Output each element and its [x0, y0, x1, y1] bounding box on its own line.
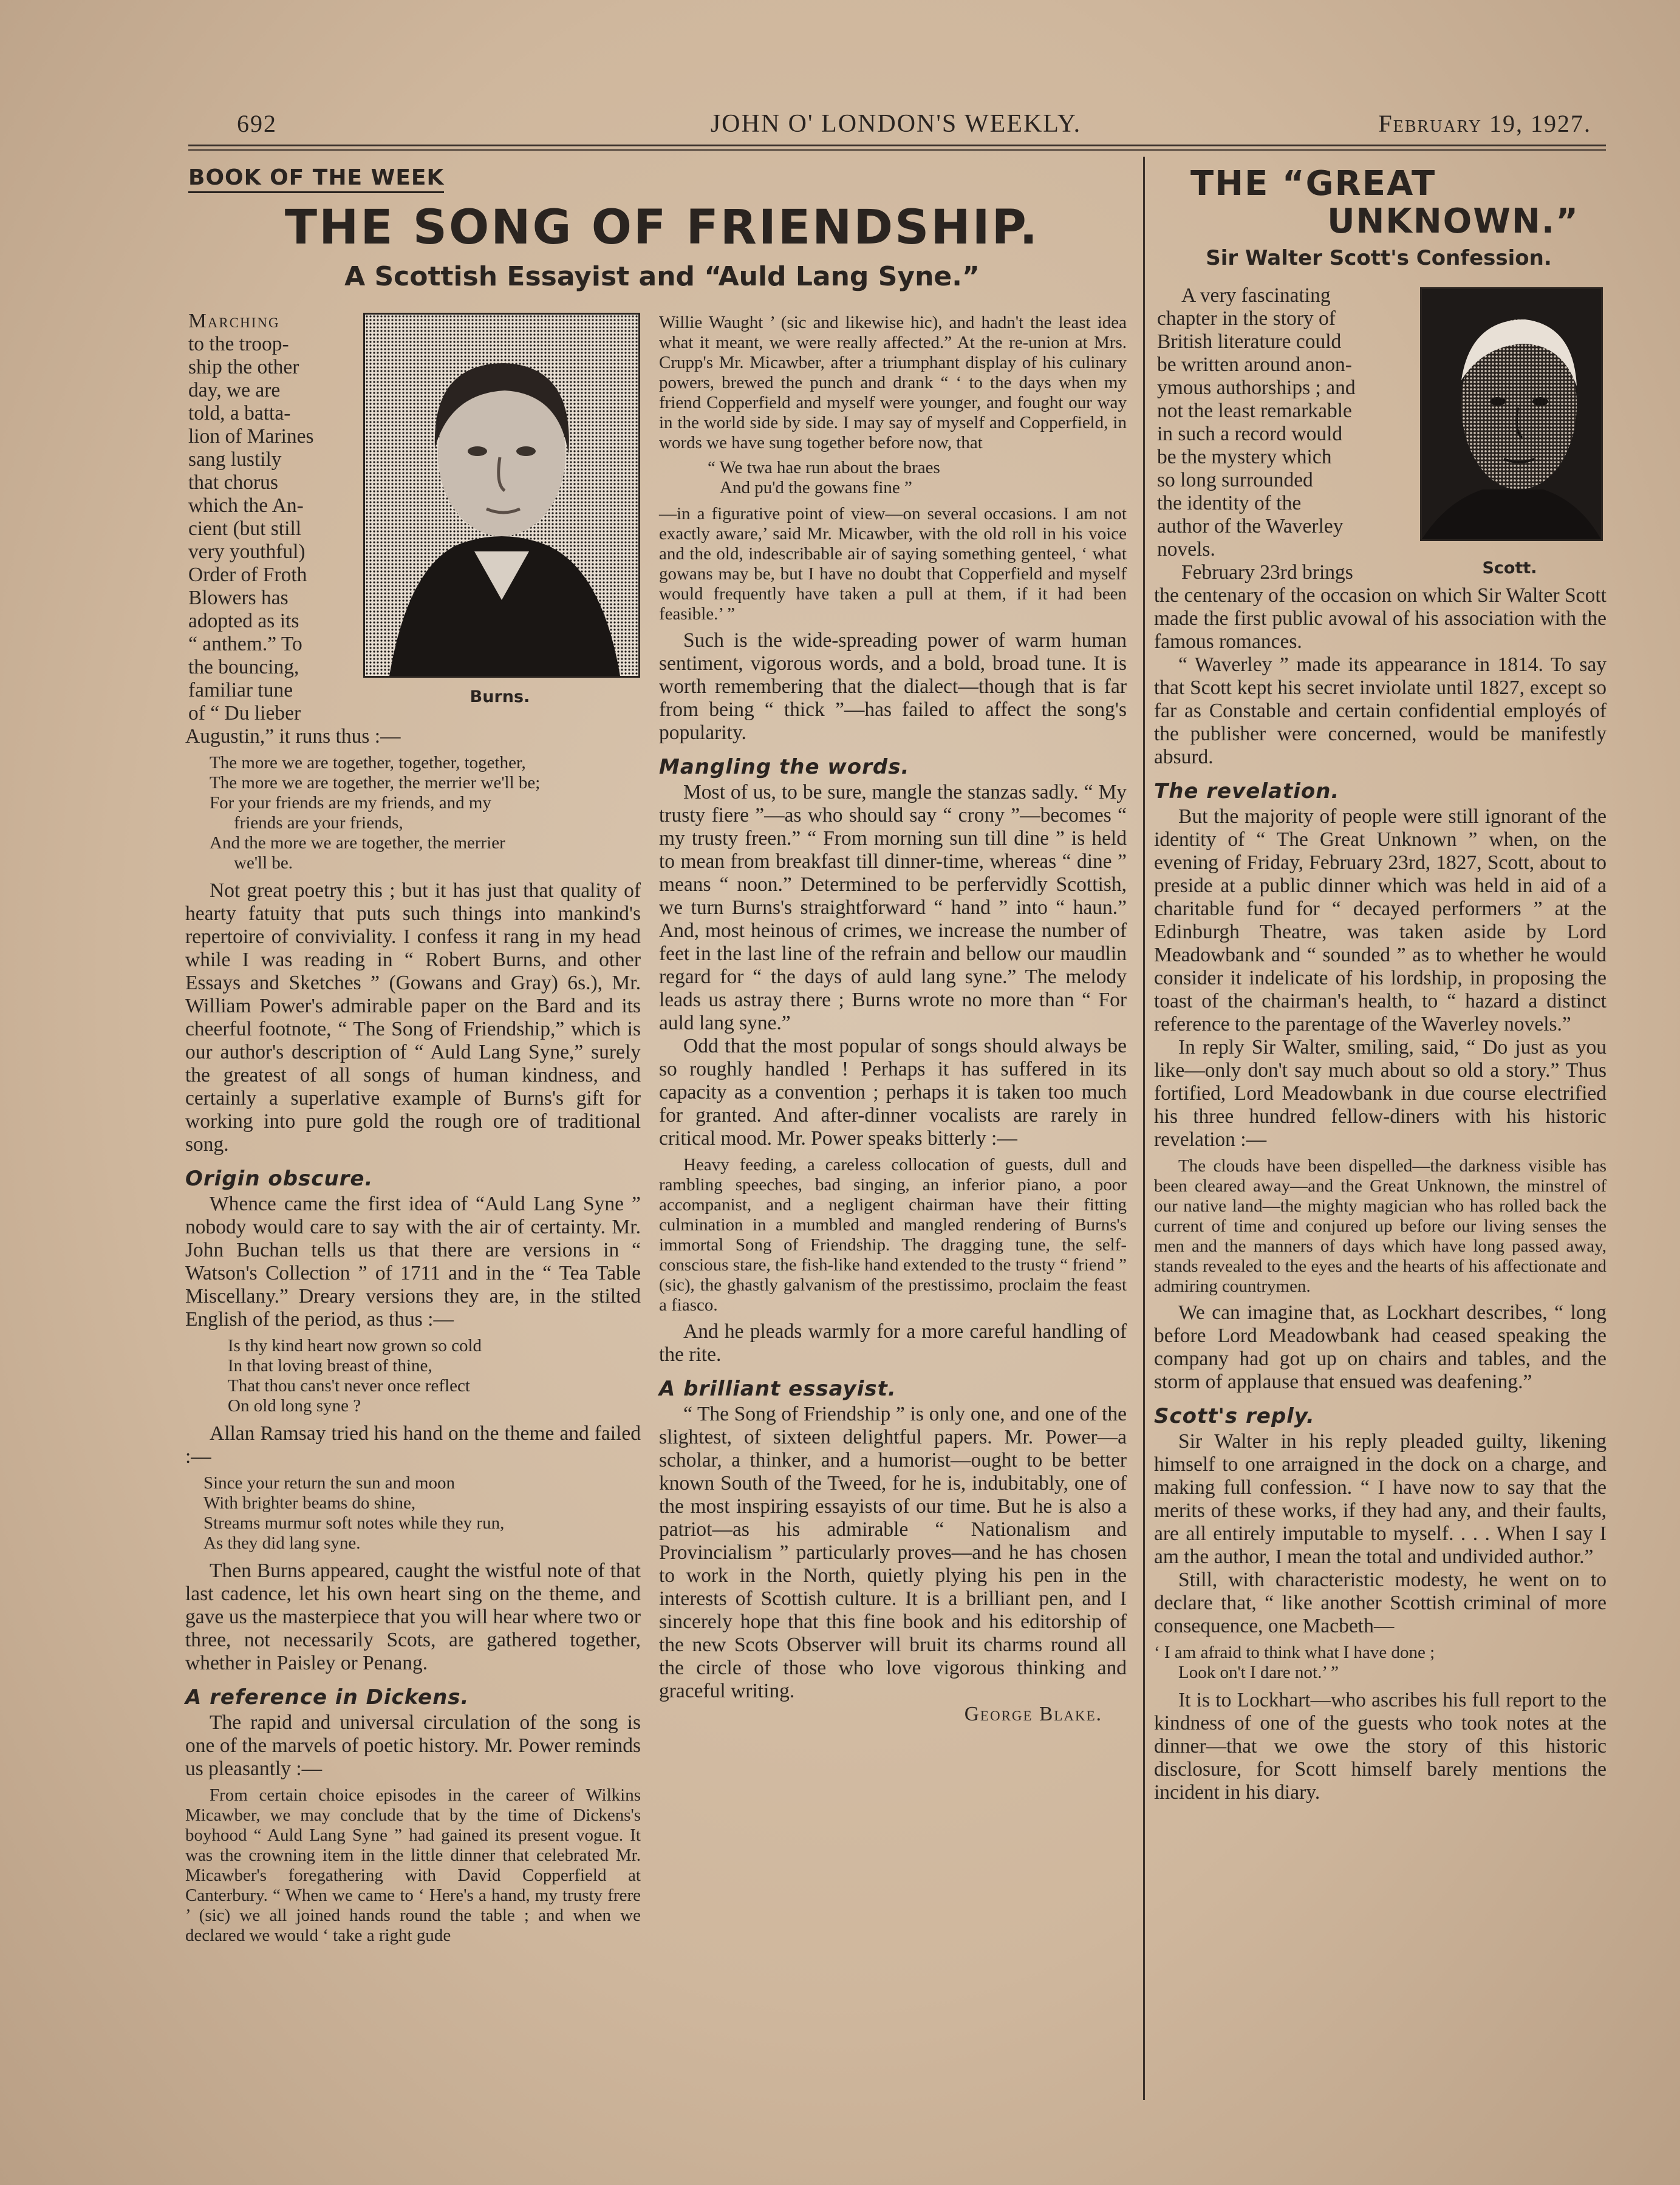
burns-caption: Burns. [470, 687, 530, 706]
column-divider [1143, 157, 1145, 2100]
poem-macbeth: ‘ I am afraid to think what I have done ; Look on't I dare not.’ ” [1154, 1643, 1435, 1682]
subhead-mangling: Mangling the words. [659, 755, 910, 779]
subhead-revelation: The revelation. [1154, 779, 1340, 803]
wrap-lead: Marching [188, 310, 280, 332]
page-number: 692 [237, 110, 277, 137]
quote-micawber: From certain choice episodes in the career of Wilkins Micawber, we may conclude that by the time of Dickens's boyhood “ Auld Lang Syne ” had gained its present vogue. It was the crowning item in the little dinner that celebrated Mr. Micawber's foregathering with David Copperfield at Canterbury. “ When we came to ‘ Here's a hand, my trusty frere ’ (sic) we all joined hands round the table ; and when we declared we would ‘ take a right gude [185, 1785, 641, 1945]
publication-title: JOHN O' LONDON'S WEEKLY. [710, 110, 1082, 138]
article-subheadline: A Scottish Essayist and “Auld Lang Syne.” [344, 261, 980, 292]
article-headline: THE SONG OF FRIENDSHIP. [284, 200, 1040, 255]
quote-meadowbank: The clouds have been dispelled—the darkness visible has been cleared away—and the Great Unknown, the minstrel of our native land—the mighty magician who has rolled back the current of time and conjured up before our living senses the men and the manners of days which have long passed away, stands revealed to the eyes and the hearts of his affectionate and admiring countrymen. [1154, 1156, 1607, 1296]
wrap-first: A very fascinating [1181, 284, 1331, 307]
side-column: the centenary of the occasion on which Sir Walter Scott made the first public avowal of his association with the famous romances. “ Waverley ” made its appearance in 1814. To say that Scott kept his secret inviolate until 1827, except so far as Constable and certain confidential employés of the publisher were concerned, would be manifestly absurd. The revelation. But the majority of people were still ignorant of the identity of “ The Great Unknown ” when, on the evening of Friday, February 23rd, 1827, Scott, about to preside at a public dinner which was held in aid of a charitable fund for “ decayed performers ” at the Edinburgh Theatre, was taken aside by Lord Meadowbank and “ sounded ” as to whether he would consider it indelicate of his lordship, in proposing the toast of the chairman's health, to “ hazard a distinct reference to the parentage of the Waverley novels.” In reply Sir Walter, smiling, said, “ Do just as you like—only don't say much about so old a story.” Thus fortified, Lord Meadowbank in due course electrified his three hundred fellow-diners with his historic revelation :— The clouds have been dispelled—the darkness visible has been cleared away—and the Great Unknown, the minstrel of our native land—the mighty magician who has rolled back the current of time and conjured up before our living senses the men and the manners of days which have long passed away, stands revealed to the eyes and the hearts of his affectionate and admiring countrymen. We can imagine that, as Lockhart describes, “ long before Lord Meadowbank had ceased speaking the company had got up on chairs and tables, and the storm of applause that ensued was deafening.” Scott's reply. Sir Walter in his reply pleaded guilty, likening himself to one arraigned in the dock on a charge, and making full confession. “ I have now to say that the merits of these works, if they had any, and their faults, are all entirely imputable to myself. . . . When I say I am the author, I mean the total and undivided author.” Still, with characteristic modesty, he went on to declare that, “ like another Scottish criminal of more consequence, one Macbeth— ‘ I am afraid to think what I have done ; Look on't I dare not.’ ” It is to Lockhart—who ascribes his full report to the kindness of one of the guests who took notes at the dinner—that we owe the story of this historic disclosure, for Scott himself barely mentions the incident in his diary. [1154, 584, 1607, 1804]
subhead-origin: Origin obscure. [185, 1167, 374, 1191]
side-headline: THE “GREAT UNKNOWN.” [1190, 164, 1579, 241]
poem-old-version: Is thy kind heart now grown so cold In that loving breast of thine, That thou cans't never once reflect On old long syne ? [228, 1336, 482, 1416]
poem-twa: “ We twa hae run about the braes And pu'd the gowans fine ” [708, 458, 940, 497]
subhead-dickens: A reference in Dickens. [185, 1685, 470, 1709]
author-signature: George Blake. [964, 1703, 1102, 1725]
side-wrap: A very fascinating chapter in the story of British literature could be written around anon- ymous authorships ; and not the least remarkable in such a record would be the mystery which so long surrounded the identity of the author of the Waverley novels. February 23rd brings [1157, 284, 1409, 584]
issue-date: February 19, 1927. [1378, 110, 1591, 137]
col1-wrap: Marching to the troop- ship the other day, we are told, a batta- lion of Marines sang lustily that chorus which the An- cient (but still very youthful) Order of Froth Blowers has adopted as its “ anthem.” To the bouncing, familiar tune of “ Du lieber [188, 310, 352, 725]
poem-friends: The more we are together, together, together, The more we are together, the merrier we'll be; For your friends are my friends, and my friends are your friends, And the more we are together, the merrier we'll be. [210, 753, 541, 873]
scott-caption: Scott. [1482, 559, 1537, 578]
section-kicker: BOOK OF THE WEEK [188, 165, 444, 193]
subhead-reply: Scott's reply. [1154, 1404, 1315, 1428]
side-subheadline: Sir Walter Scott's Confession. [1206, 246, 1552, 270]
column-1: Augustin,” it runs thus :— The more we are together, together, together, The more we are together, the merrier we'll be; For your friends are my friends, and my friends are your friends, And the more we are together, the merrier we'll be. Not great poetry this ; but it has just that quality of hearty fatuity that puts such things into mankind's repertoire of conviviality. I confess it rang in my head while I was reading in “ Robert Burns, and other Essays and Sketches ” (Gowans and Gray) 6s.), Mr. William Power's admirable paper on the Bard and its cheerful footnote, “ The Song of Friendship,” which is our author's description of “ Auld Lang Syne,” surely the greatest of all songs of human kindness, and certainly a superlative example of Burns's gift for working into pure gold the rough ore of traditional song. Origin obscure. Whence came the first idea of “Auld Lang Syne ” nobody would care to say with the air of certainty. Mr. John Buchan tells us that there are versions in “ Watson's Collection ” of 1711 and in the “ Tea Table Miscellany.” Dreary versions they are, in the stilted English of the period, as thus :— Is thy kind heart now grown so cold In that loving breast of thine, That thou cans't never once reflect On old long syne ? Allan Ramsay tried his hand on the theme and failed :— Since your return the sun and moon With brighter beams do shine, Streams murmur soft notes while they run, As they did lang syne. Then Burns appeared, caught the wistful note of that last cadence, let his own heart sing on the theme, and gave us the masterpiece that you will hear where two or three, not necessarily Scots, are gathered together, whether in Paisley or Penang. A reference in Dickens. The rapid and universal circulation of the song is one of the marvels of poetic history. Mr. Power reminds us pleasantly :— From certain choice episodes in the career of Wilkins Micawber, we may conclude that by the time of Dickens's boyhood “ Auld Lang Syne ” had gained its present vogue. It was the crowning item in the little dinner that celebrated Mr. Micawber's foregathering with David Copperfield at Canterbury. “ When we came to ‘ Here's a hand, my trusty frere ’ (sic) we all joined hands round the table ; and when we declared we would ‘ take a right gude [185, 725, 641, 1945]
page-header [188, 109, 1603, 140]
poem-ramsay: Since your return the sun and moon With brighter beams do shine, Streams murmur soft notes while they run, As they did lang syne. [203, 1473, 505, 1553]
scott-portrait [1420, 287, 1603, 541]
header-rule-thin [188, 149, 1606, 151]
quote-power: Heavy feeding, a careless collocation of guests, dull and rambling speeches, bad singing, an inferior piano, a poor accompanist, and a negligent chairman have their fitting culmination in a mumbled and mangled rendering of Burns's immortal Song of Friendship. The dragging tune, the self-conscious stare, the fish-like hand extended to the trusty “ friend ” (sic), the ghastly galvanism of the prestissimo, proclaim the feast a fiasco. [659, 1155, 1127, 1315]
burns-portrait [363, 313, 640, 678]
subhead-essayist: A brilliant essayist. [659, 1377, 896, 1401]
header-rule [188, 145, 1606, 146]
column-2: Willie Waught ’ (sic and likewise hic), and hadn't the least idea what it meant, we were really affected.” At the re-union at Mrs. Crupp's Mr. Micawber, after a triumphant display of his culinary powers, brewed the punch and drank “ ‘ to the days when my friend Copperfield and myself were younger, and fought our way in the world side by side. I may say of myself and Copperfield, in words we have sung together before now, that “ We twa hae run about the braes And pu'd the gowans fine ” —in a figurative point of view—on several occasions. I am not exactly aware,’ said Mr. Micawber, with the old roll in his voice and the old, indescribable air of saying something genteel, ‘ what gowans may be, but I have no doubt that Copperfield and myself would frequently have taken a pull at them, if it had been feasible.’ ” Such is the wide-spreading power of warm human sentiment, vigorous words, and a bold, broad tune. It is worth remembering that the dialect—though that is far from being “ thick ”—has failed to affect the song's popularity. Mangling the words. Most of us, to be sure, mangle the stanzas sadly. “ My trusty fiere ”—as who should say “ crony ”—becomes “ my trusty freen.” “ From morning sun till dine ” is held to mean from breakfast till dinner-time, whereas “ dine ” means “ noon.” Determined to be perfervidly Scottish, we turn Burns's straightforward “ hand ” into “ haun.” And, most heinous of crimes, we increase the number of feet in the last line of the refrain and bellow our maudlin regard for “ the days of auld lang syne.” The melody leads us astray there ; Burns wrote no more than “ For auld lang syne.” Odd that the most popular of songs should always be so roughly handled ! Perhaps it has suffered in its capacity as a convention ; perhaps it is taken too much for granted. And after-dinner vocalists are rarely in critical mood. Mr. Power speaks bitterly :— Heavy feeding, a careless collocation of guests, dull and rambling speeches, bad singing, an inferior piano, a poor accompanist, and a negligent chairman have their fitting culmination in a mumbled and mangled rendering of Burns's immortal Song of Friendship. The dragging tune, the self-conscious stare, the fish-like hand extended to the trusty “ friend ” (sic), the ghastly galvanism of the prestissimo, proclaim the feast a fiasco. And he pleads warmly for a more careful handling of the rite. A brilliant essayist. “ The Song of Friendship ” is only one, and one of the slightest, of sixteen delightful papers. Mr. Power—a scholar, a thinker, and a humorist—ought to be better known South of the Tweed, for he is, indubitably, one of the most inspiring essayists of our time. But he is also a patriot—as his admirable “ Nationalism and Provincialism ” particularly proves—and he has chosen to work in the North, quietly plying his pen in the interests of Scottish culture. It is a brilliant pen, and I sincerely hope that this fine book and his editorship of the new Scots Observer will bruit its charms round all the circle of those who love vigorous thinking and graceful writing. George Blake. [659, 313, 1127, 1725]
